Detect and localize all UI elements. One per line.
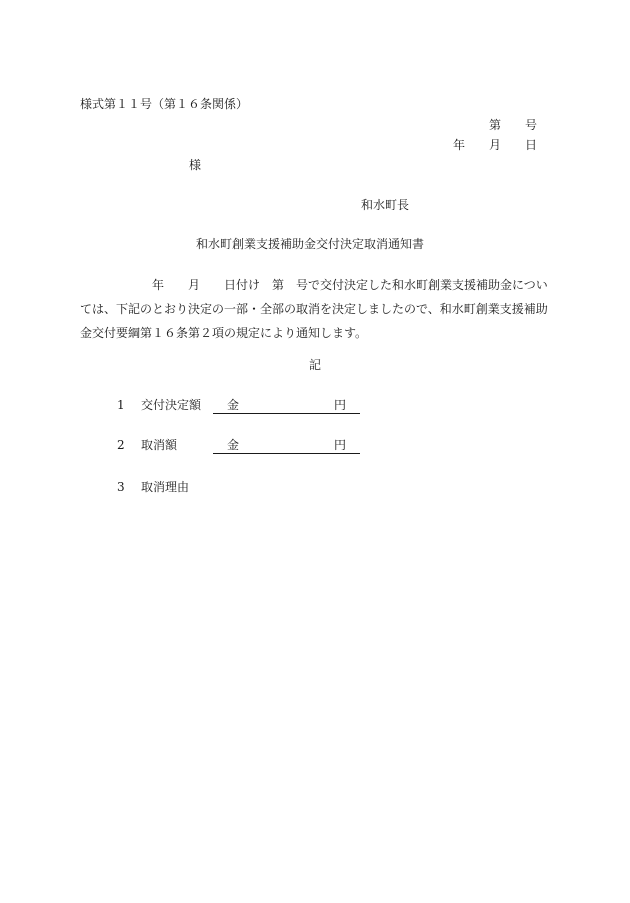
item-label: 取消理由 xyxy=(141,480,190,494)
item-number: 1 xyxy=(117,398,125,412)
item-label: 取消額 xyxy=(141,438,178,452)
body-paragraph: 年 月 日付け 第 号で交付決定した和水町創業支援補助金については、下記のとおり決定の一部・全部の取消を決定しましたので、和水町創業支援補助金交付要綱第１６条第２項の規定により通知します。 xyxy=(80,278,548,340)
addressee: 様 xyxy=(189,158,202,172)
ki-heading: 記 xyxy=(309,358,322,372)
yen-label: 円 xyxy=(334,398,347,412)
item-label: 交付決定額 xyxy=(141,398,202,412)
issuer: 和水町長 xyxy=(361,198,410,212)
kin-label: 金 xyxy=(227,438,240,452)
item-number: 3 xyxy=(117,480,125,494)
item-cancel-amount xyxy=(117,437,215,453)
item-number: 2 xyxy=(117,438,125,452)
document-date: 年 月 日 xyxy=(453,138,538,152)
document-title: 和水町創業支援補助金交付決定取消通知書 xyxy=(196,237,425,251)
cancel-amount-field xyxy=(213,437,360,454)
form-number: 様式第１１号（第１６条関係） xyxy=(80,97,249,111)
item-cancel-reason xyxy=(117,479,215,495)
kin-label: 金 xyxy=(227,398,240,412)
yen-label: 円 xyxy=(334,438,347,452)
grant-amount-field xyxy=(213,397,360,414)
item-grant-amount xyxy=(117,397,215,413)
document-number: 第 号 xyxy=(489,118,538,132)
